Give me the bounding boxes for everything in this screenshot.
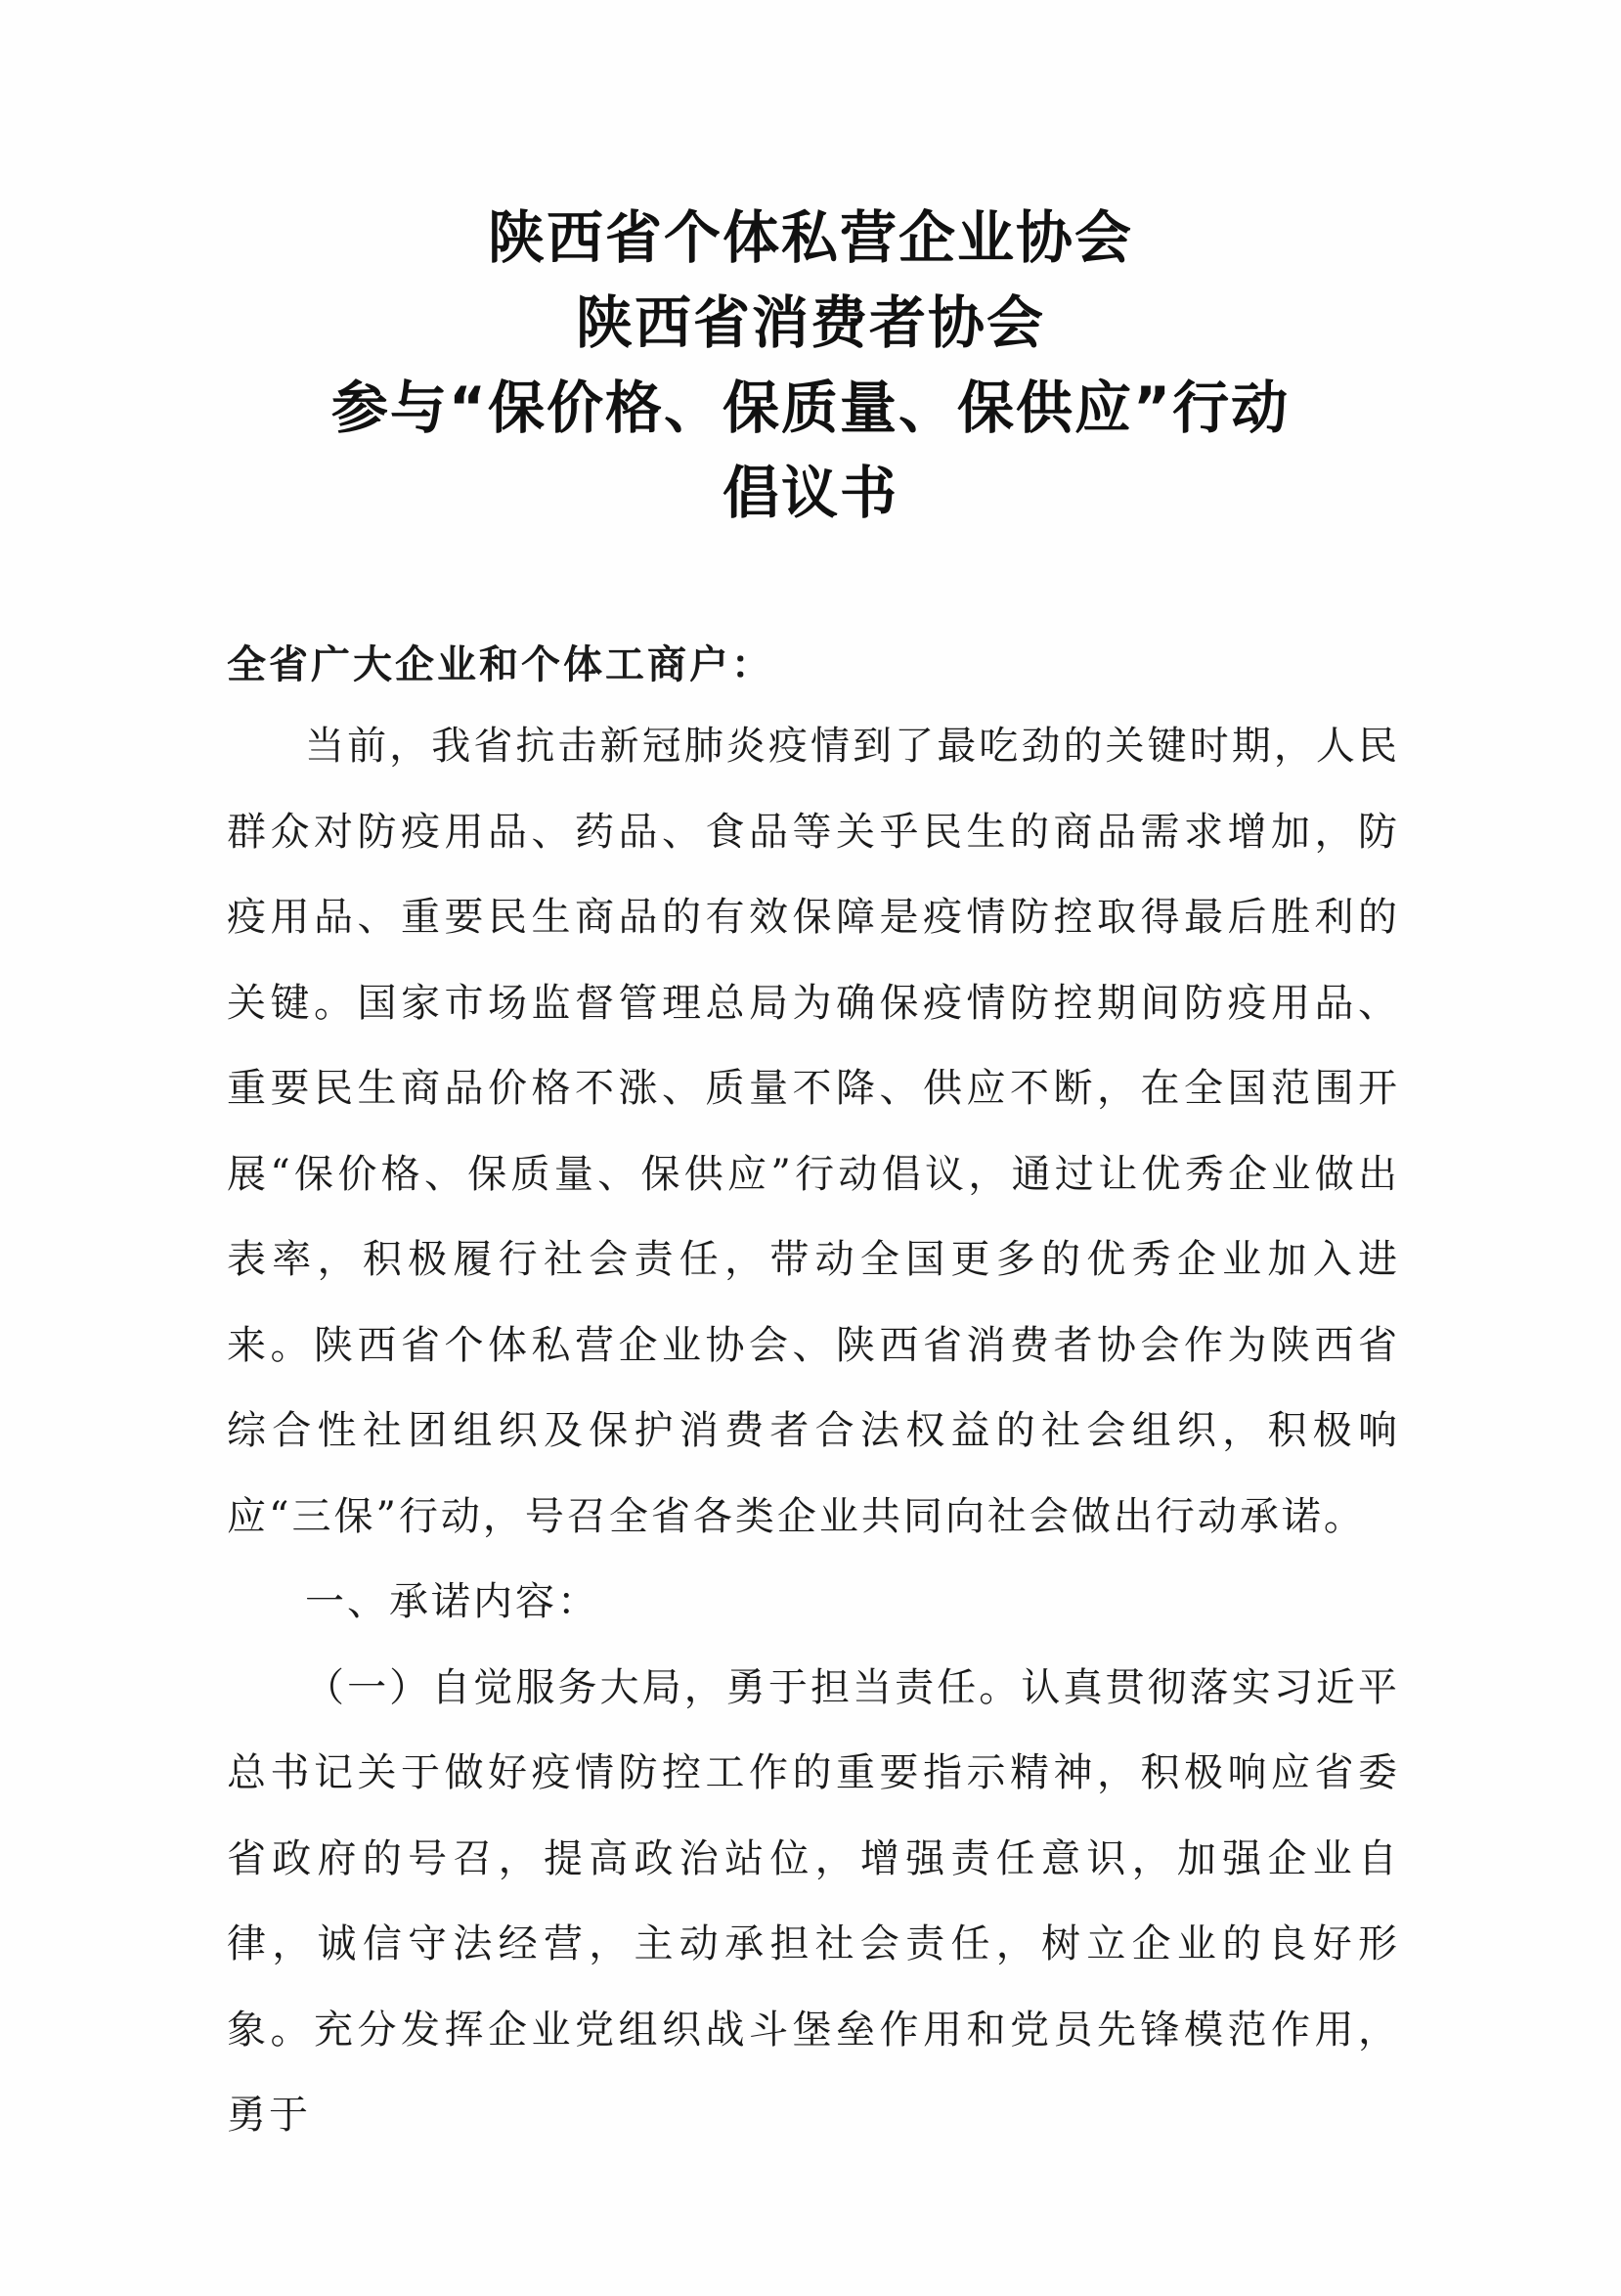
intro-paragraph: 当前，我省抗击新冠肺炎疫情到了最吃劲的关键时期，人民群众对防疫用品、药品、食品等关乎民生的商品需求增加，防疫用品、重要民生商品的有效保障是疫情防控取得最后胜利的关键。国家市场监督管理总局为确保疫情防控期间防疫用品、重要民生商品价格不涨、质量不降、供应不断，在全国范围开展“保价格、保质量、保供应”行动倡议，通过让优秀企业做出表率，积极履行社会责任，带动全国更多的优秀企业加入进来。陕西省个体私营企业协会、陕西省消费者协会作为陕西省综合性社团组织及保护消费者合法权益的社会组织，积极响应“三保”行动，号召全省各类企业共同向社会做出行动承诺。	[227, 724, 1400, 1539]
document-title	[0, 196, 1621, 536]
title-line-campaign: 参与“保价格、保质量、保供应”行动	[330, 375, 1291, 441]
title-line-proposal: 倡议书	[722, 460, 898, 526]
title-line-association-1: 陕西省个体私营企业协会	[487, 204, 1133, 271]
document-body	[227, 626, 1400, 2159]
section-paragraph: （一）自觉服务大局，勇于担当责任。认真贯彻落实习近平总书记关于做好疫情防控工作的重要指示精神，积极响应省委省政府的号召，提高政治站位，增强责任意识，加强企业自律，诚信守法经营，主动承担社会责任，树立企业的良好形象。充分发挥企业党组织战斗堡垒作用和党员先锋模范作用，勇于	[227, 1664, 1400, 2138]
section-heading: 一、承诺内容：	[305, 1579, 599, 1624]
title-line-association-2: 陕西省消费者协会	[575, 289, 1045, 356]
salutation: 全省广大企业和个体工商户：	[227, 641, 773, 687]
